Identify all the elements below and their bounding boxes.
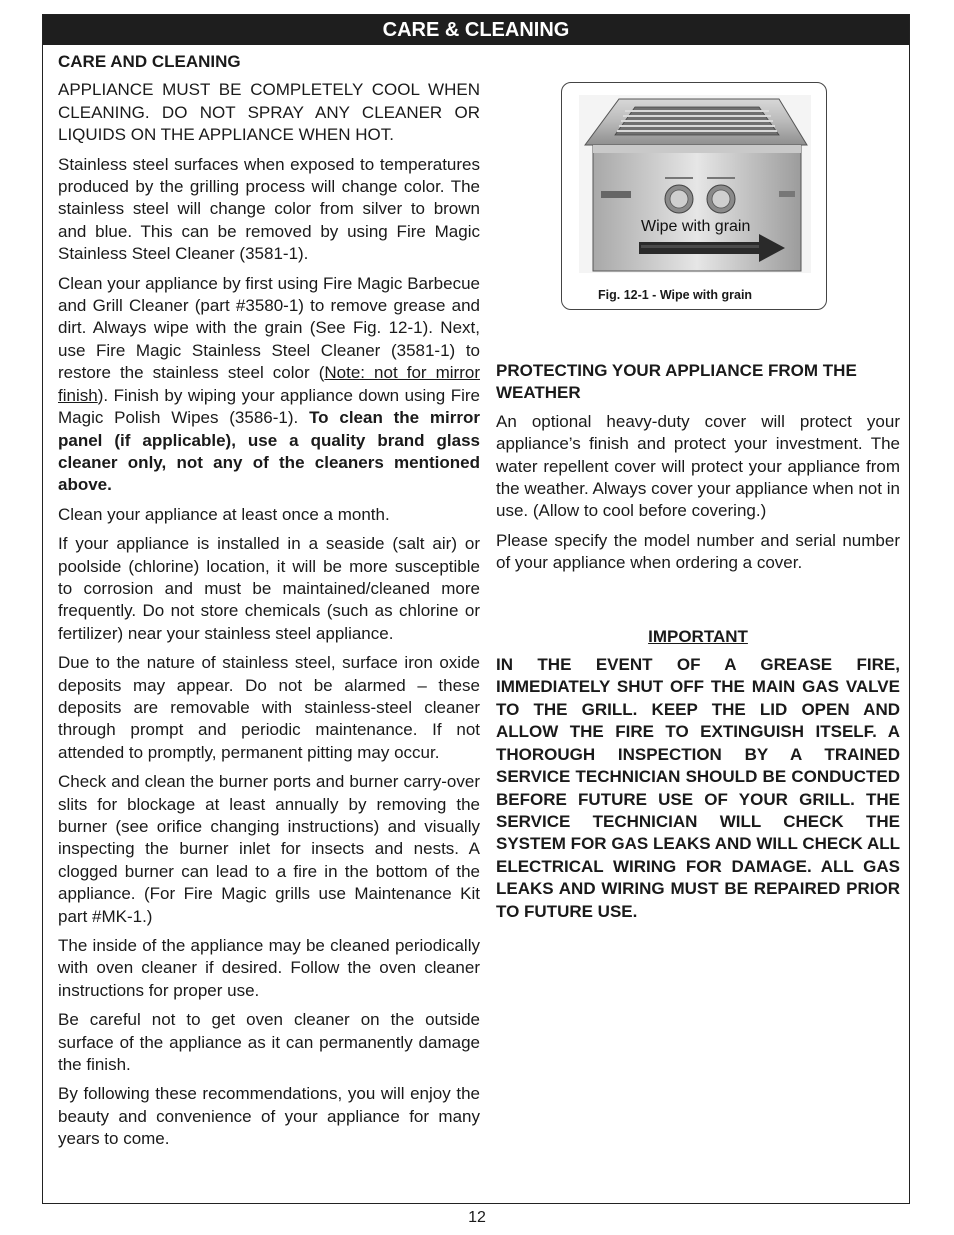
care-heading: CARE AND CLEANING bbox=[58, 52, 241, 71]
right-column bbox=[496, 360, 900, 930]
paragraph-model-number: Please specify the model number and serial number of your appliance when ordering a cover. bbox=[496, 530, 900, 573]
paragraph-cool-warning: APPLIANCE MUST BE COMPLETELY COOL WHEN CLEANING. DO NOT SPRAY ANY CLEANER OR LIQUIDS ON THE APPLIANCE WHEN HOT. bbox=[58, 80, 480, 145]
paragraph-monthly: Clean your appliance at least once a month. bbox=[58, 504, 390, 524]
important-title: IMPORTANT bbox=[648, 626, 748, 646]
paragraph-burner-ports: Check and clean the burner ports and burner carry-over slits for blockage at least annually by removing the burner (see orifice changing instructions) and visually inspecting the burner inlet for insects and nests. A clogged burner can lead to a fire in the bottom of the appliance. (For Fire Magic grills use Maintenance Kit part #MK-1.) bbox=[58, 772, 480, 926]
paragraph-cover: An optional heavy-duty cover will protect your appliance’s finish and protect your investment. The water repellent cover will protect your appliance from the weather. Always cover your appliance when not in use. (Allow to cool before covering.) bbox=[496, 411, 900, 521]
paragraph-finish-damage: Be careful not to get oven cleaner on the outside surface of the appliance as it can permanently damage the finish. bbox=[58, 1010, 480, 1075]
page-frame bbox=[42, 14, 910, 1204]
paragraph-seaside: If your appliance is installed in a seaside (salt air) or poolside (chlorine) location, it will be more susceptible to corrosion and must be maintained/cleaned more frequently. Do not store chemicals (such as chlorine or fertilizer) near your stainless steel appliance. bbox=[58, 534, 480, 643]
paragraph-clean-procedure bbox=[58, 273, 480, 497]
page-number: 12 bbox=[468, 1209, 486, 1226]
figure-box bbox=[561, 82, 827, 310]
weather-heading: PROTECTING YOUR APPLIANCE FROM THE WEATHER bbox=[496, 361, 857, 403]
clean-procedure-text-b: ). Finish by wiping your appliance down using Fire Magic Polish Wipes (3586-1). bbox=[58, 385, 480, 428]
wipe-with-grain-label: Wipe with grain bbox=[641, 218, 751, 235]
paragraph-iron-oxide: Due to the nature of stainless steel, surface iron oxide deposits may appear. Do not be alarmed – these deposits are removable with stainless-steel cleaner through prompt and periodic maintenance. If not attended to promptly, permanent pitting may occur. bbox=[58, 653, 480, 762]
paragraph-oven-cleaner: The inside of the appliance may be cleaned periodically with oven cleaner if desired. Follow the oven cleaner instructions for proper use. bbox=[58, 936, 480, 1000]
figure-caption: Fig. 12-1 - Wipe with grain bbox=[598, 288, 753, 302]
section-header: CARE & CLEANING bbox=[43, 15, 909, 45]
grill-photo bbox=[579, 95, 811, 273]
clean-procedure-text-a: Clean your appliance by first using Fire Magic Barbecue and Grill Cleaner (part #3580-1) to remove grease and dirt. Always wipe with the grain (See Fig. 12-1). Next, use Fire Magic Stainless Steel Cleaner (3581-1) to restore the stainless steel color ( bbox=[58, 273, 480, 383]
mirror-finish-note: Note: not for mirror finish bbox=[58, 363, 480, 405]
paragraph-recommendations: By following these recommendations, you will enjoy the beauty and convenience of your appliance for many years to come. bbox=[58, 1084, 480, 1149]
grease-fire-warning: IN THE EVENT OF A GREASE FIRE, IMMEDIATELY SHUT OFF THE MAIN GAS VALVE TO THE GRILL. KEEP THE LID OPEN AND ALLOW THE FIRE TO EXTINGUISH ITSELF. A THOROUGH INSPECTION BY A TRAINED SERVICE TECHNICIAN SHOULD BE CONDUCTED BEFORE FUTURE USE OF YOUR GRILL. THE SERVICE TECHNICIAN WILL CHECK THE SYSTEM FOR GAS LEAKS AND WILL CHECK ALL ELECTRICAL WIRING FOR DAMAGE. ALL GAS LEAKS AND WIRING MUST BE REPAIRED PRIOR TO FUTURE USE. bbox=[496, 655, 900, 921]
mirror-panel-instruction: To clean the mirror panel (if applicable), use a quality brand glass cleaner only, not any of the cleaners mentioned above. bbox=[58, 408, 481, 495]
paragraph-color-change: Stainless steel surfaces when exposed to temperatures produced by the grilling process will change color. The stainless steel will change color from silver to brown and blue. This can be removed by using Fire Magic Stainless Steel Cleaner (3581-1). bbox=[58, 154, 480, 264]
left-column bbox=[58, 51, 480, 1158]
